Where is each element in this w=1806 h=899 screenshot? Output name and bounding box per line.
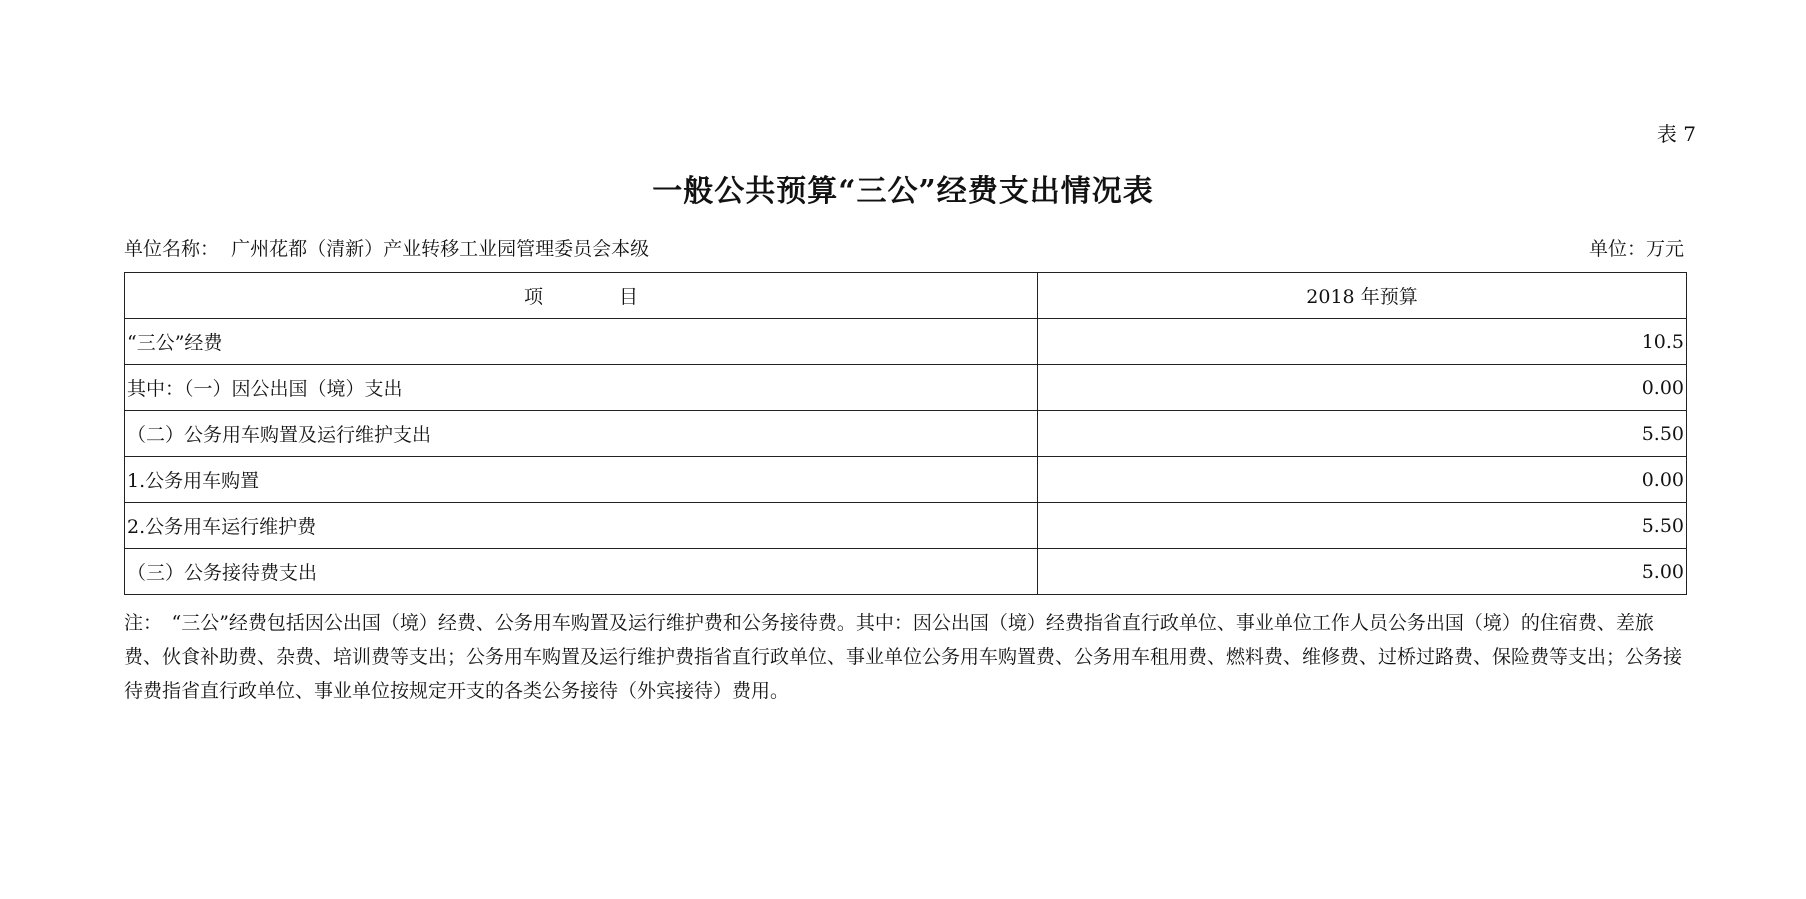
row-label: 2.公务用车运行维护费 xyxy=(125,503,1038,549)
row-label: （二）公务用车购置及运行维护支出 xyxy=(125,411,1038,457)
unit-label: 单位：万元 xyxy=(1588,238,1684,260)
header-item: 项 目 xyxy=(125,273,1038,319)
header-budget: 2018 年预算 xyxy=(1038,273,1687,319)
row-value: 0.00 xyxy=(1038,365,1687,411)
meta-row xyxy=(124,234,1684,261)
table-row xyxy=(125,365,1687,411)
budget-table xyxy=(124,272,1687,595)
table-row xyxy=(125,319,1687,365)
row-label: 其中：（一）因公出国（境）支出 xyxy=(125,365,1038,411)
row-label: 1.公务用车购置 xyxy=(125,457,1038,503)
table-row xyxy=(125,503,1687,549)
row-value: 5.50 xyxy=(1038,503,1687,549)
row-value: 0.00 xyxy=(1038,457,1687,503)
row-value: 10.5 xyxy=(1038,319,1687,365)
table-row xyxy=(125,457,1687,503)
footnote: 注： “三公”经费包括因公出国（境）经费、公务用车购置及运行维护费和公务接待费。其中：因公出国（境）经费指省直行政单位、事业单位工作人员公务出国（境）的住宿费、差旅费、伙食补助费、杂费、培训费等支出；公务用车购置及运行维护费指省直行政单位、事业单位公务用车购置费、公务用车租用费、燃料费、维修费、过桥过路费、保险费等支出；公务接待费指省直行政单位、事业单位按规定开支的各类公务接待（外宾接待）费用。 xyxy=(124,612,1683,702)
unit-name: 单位名称： 广州花都（清新）产业转移工业园管理委员会本级 xyxy=(124,238,650,260)
table-row xyxy=(125,549,1687,595)
table-number: 表 7 xyxy=(1656,122,1696,146)
row-label: “三公”经费 xyxy=(125,319,1038,365)
page-title: 一般公共预算“三公”经费支出情况表 xyxy=(652,174,1154,209)
row-label: （三）公务接待费支出 xyxy=(125,549,1038,595)
row-value: 5.00 xyxy=(1038,549,1687,595)
table-row xyxy=(125,411,1687,457)
row-value: 5.50 xyxy=(1038,411,1687,457)
table-header-row xyxy=(125,273,1687,319)
